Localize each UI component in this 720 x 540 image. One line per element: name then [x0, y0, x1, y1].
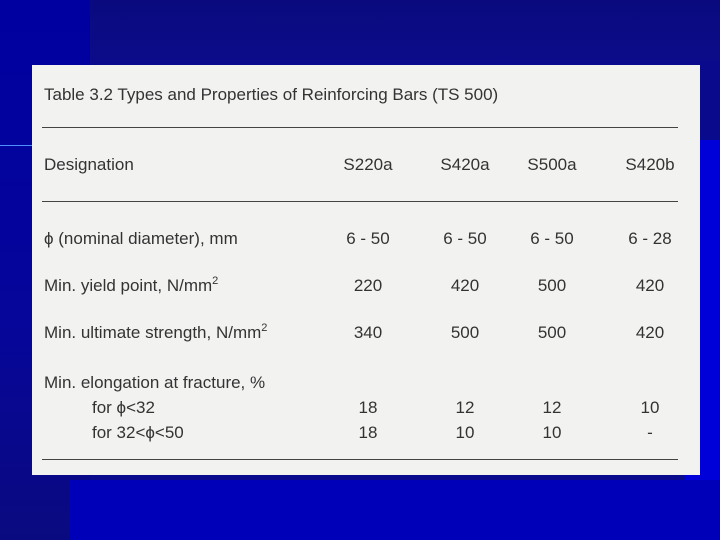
header-designation: Designation — [44, 155, 134, 174]
row-label-nominal-diameter: ϕ (nominal diameter), mm — [44, 229, 238, 248]
table-cell: 12 — [542, 398, 562, 417]
table-cell: 420 — [450, 276, 480, 295]
table-cell: 10 — [542, 423, 562, 442]
row-label-text: Min. ultimate strength, N/mm — [44, 323, 262, 342]
table-cell: 10 — [455, 423, 475, 442]
header-col-s220a: S220a — [343, 155, 393, 174]
table-cell: 420 — [635, 323, 665, 342]
table-caption: Table 3.2 Types and Properties of Reinforcing Bars (TS 500) — [44, 85, 499, 104]
header-col-s420a: S420a — [440, 155, 490, 174]
table-cell: 18 — [358, 398, 378, 417]
table-cell: 420 — [635, 276, 665, 295]
table-cell: 220 — [353, 276, 383, 295]
row-label-text: Min. yield point, N/mm — [44, 276, 213, 295]
sub-row-label-32-lt-phi-lt-50: for 32<ϕ<50 — [92, 423, 184, 442]
table-cell: 6 - 50 — [346, 229, 390, 248]
sub-row-label-phi-lt-32: for ϕ<32 — [92, 398, 155, 417]
table-cell: 340 — [353, 323, 383, 342]
background-band-top — [0, 0, 720, 60]
row-label-yield-point — [44, 276, 218, 296]
header-col-s420b: S420b — [625, 155, 675, 174]
table-cell: 18 — [358, 423, 378, 442]
table-cell: 10 — [640, 398, 660, 417]
row-label-ultimate-strength — [44, 323, 267, 343]
table-cell: 6 - 50 — [443, 229, 487, 248]
header-col-s500a: S500a — [527, 155, 577, 174]
table-header-rule — [42, 201, 678, 202]
table-cell: 6 - 28 — [628, 229, 672, 248]
table-bottom-rule — [42, 459, 678, 460]
table-top-rule — [42, 127, 678, 128]
table-cell: 12 — [455, 398, 475, 417]
reinforcing-bars-table — [32, 65, 700, 475]
table-cell: 6 - 50 — [530, 229, 574, 248]
table-cell: 500 — [537, 276, 567, 295]
row-label-elongation: Min. elongation at fracture, % — [44, 373, 266, 392]
superscript: 2 — [212, 275, 219, 287]
table-cell: 500 — [537, 323, 567, 342]
superscript: 2 — [261, 322, 268, 334]
table-cell: 500 — [450, 323, 480, 342]
background-band-bottom — [70, 480, 720, 540]
table-cell: - — [647, 423, 653, 442]
